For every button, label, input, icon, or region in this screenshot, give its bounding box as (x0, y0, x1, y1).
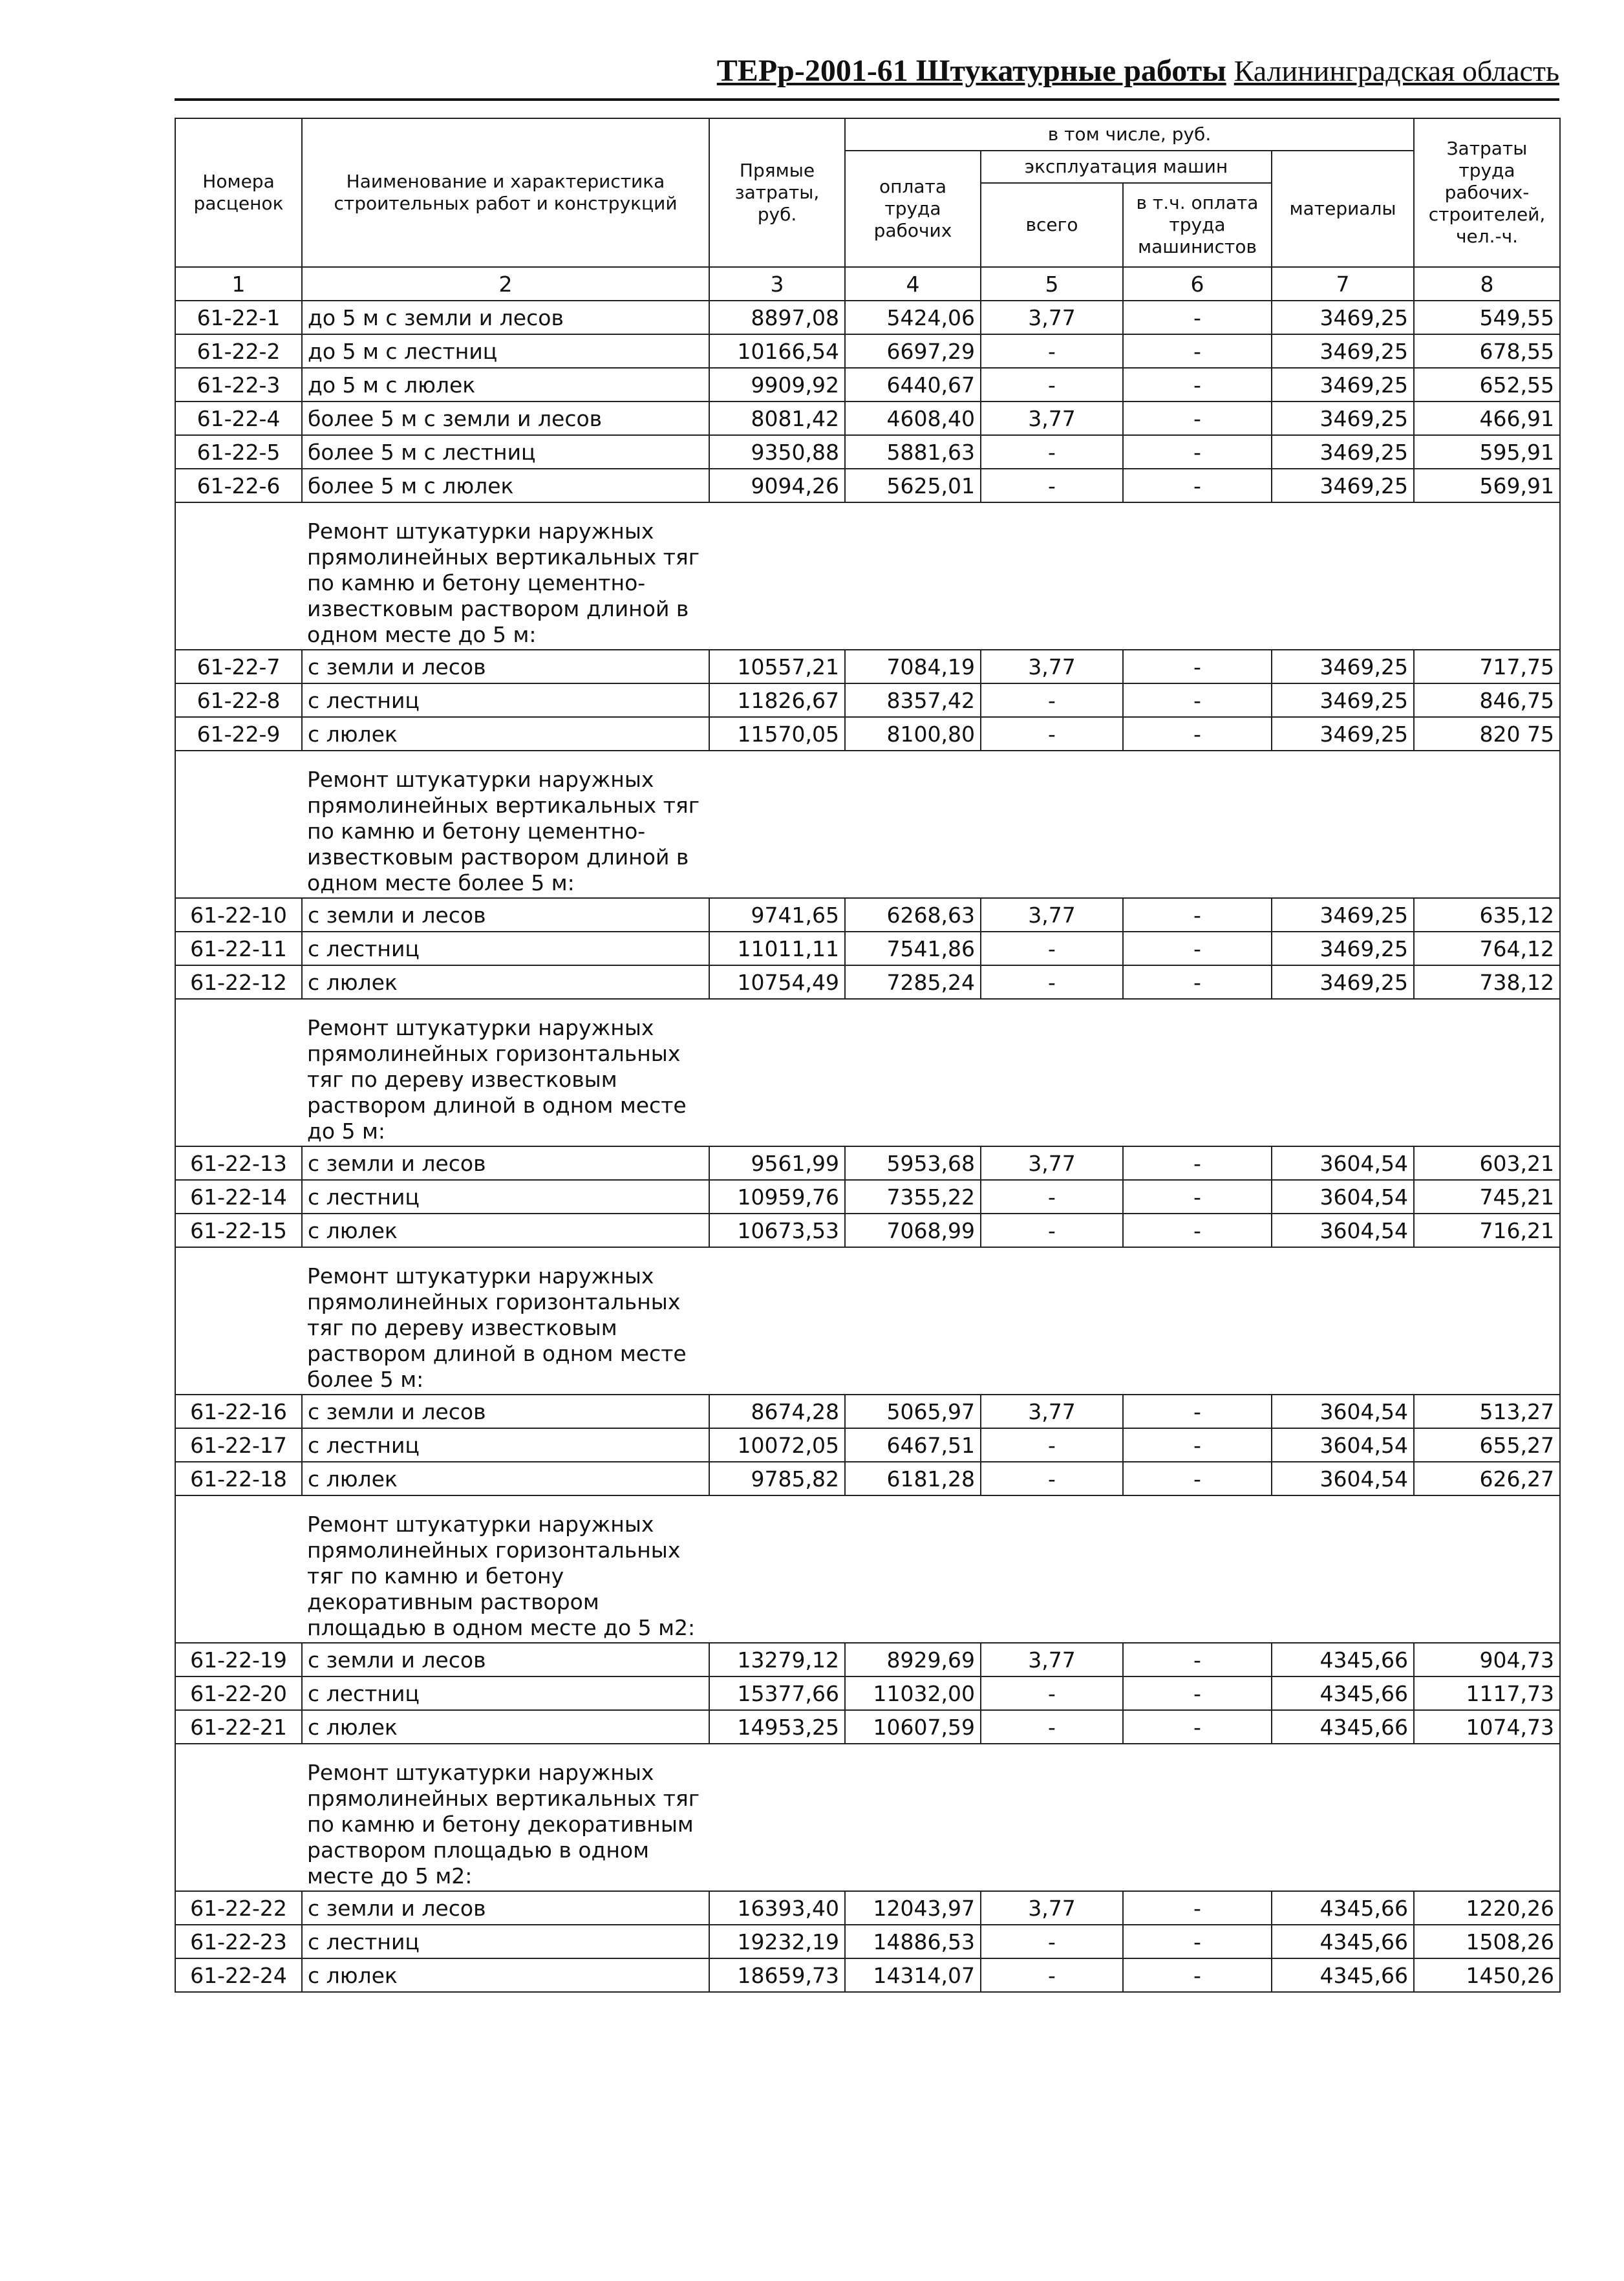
table-row (175, 1180, 1560, 1214)
work-name: с земли и лесов (302, 650, 709, 683)
materials-cost: 3604,54 (1272, 1395, 1414, 1428)
machine-cost: 3,77 (981, 402, 1123, 435)
work-name: до 5 м с земли и лесов (302, 301, 709, 334)
labor-hours: 745,21 (1414, 1180, 1560, 1214)
labor-hours: 1450,26 (1414, 1958, 1560, 1992)
labor-hours: 603,21 (1414, 1146, 1560, 1180)
work-name: с земли и лесов (302, 898, 709, 932)
direct-cost: 19232,19 (709, 1925, 845, 1958)
labor-pay: 4608,40 (845, 402, 981, 435)
machine-cost: 3,77 (981, 1643, 1123, 1676)
machinist-pay: - (1123, 1395, 1272, 1428)
work-name: с люлек (302, 717, 709, 751)
labor-hours: 1508,26 (1414, 1925, 1560, 1958)
section-heading: Ремонт штукатурки наружных прямолинейных горизонтальных тяг по дереву известковым раствором длиной в одном месте более 5 м: (302, 1247, 709, 1395)
section-spacer (709, 502, 1560, 650)
rate-code: 61-22-8 (175, 683, 302, 717)
machine-cost: 3,77 (981, 1146, 1123, 1180)
section-heading: Ремонт штукатурки наружных прямолинейных горизонтальных тяг по камню и бетону декоративным раствором площадью в одном месте до 5 м2: (302, 1495, 709, 1643)
section-spacer (709, 1495, 1560, 1643)
machinist-pay: - (1123, 1462, 1272, 1495)
labor-hours: 764,12 (1414, 932, 1560, 965)
materials-cost: 3469,25 (1272, 683, 1414, 717)
work-name: с люлек (302, 1710, 709, 1744)
direct-cost: 18659,73 (709, 1958, 845, 1992)
materials-cost: 3469,25 (1272, 650, 1414, 683)
region-name: Калининградская область (1234, 54, 1559, 87)
rate-code: 61-22-5 (175, 435, 302, 469)
column-numbers-row (175, 267, 1560, 301)
machinist-pay: - (1123, 683, 1272, 717)
machinist-pay: - (1123, 402, 1272, 435)
materials-cost: 3604,54 (1272, 1428, 1414, 1462)
labor-hours: 904,73 (1414, 1643, 1560, 1676)
labor-pay: 6467,51 (845, 1428, 981, 1462)
machine-cost: - (981, 932, 1123, 965)
column-number: 1 (175, 267, 302, 301)
table-row (175, 1925, 1560, 1958)
rate-code: 61-22-7 (175, 650, 302, 683)
section-heading: Ремонт штукатурки наружных прямолинейных горизонтальных тяг по дереву известковым раствором длиной в одном месте до 5 м: (302, 999, 709, 1146)
labor-pay: 5953,68 (845, 1146, 981, 1180)
materials-cost: 3469,25 (1272, 932, 1414, 965)
col-header-labor-pay: оплата труда рабочих (845, 151, 981, 267)
document-code-title: ТЕРр-2001-61 Штукатурные работы (716, 54, 1226, 88)
direct-cost: 9350,88 (709, 435, 845, 469)
rate-code: 61-22-10 (175, 898, 302, 932)
materials-cost: 4345,66 (1272, 1676, 1414, 1710)
labor-pay: 7068,99 (845, 1214, 981, 1247)
work-name: с земли и лесов (302, 1891, 709, 1925)
work-name: более 5 м с лестниц (302, 435, 709, 469)
section-spacer (175, 1495, 302, 1643)
machinist-pay: - (1123, 650, 1272, 683)
col-header-including: в том числе, руб. (845, 118, 1414, 151)
rate-code: 61-22-2 (175, 334, 302, 368)
labor-pay: 6181,28 (845, 1462, 981, 1495)
machinist-pay: - (1123, 1710, 1272, 1744)
labor-pay: 8357,42 (845, 683, 981, 717)
direct-cost: 8674,28 (709, 1395, 845, 1428)
table-row (175, 435, 1560, 469)
labor-pay: 14314,07 (845, 1958, 981, 1992)
col-header-machine-op: эксплуатация машин (981, 151, 1272, 183)
work-name: с люлек (302, 1214, 709, 1247)
materials-cost: 3469,25 (1272, 435, 1414, 469)
machinist-pay: - (1123, 1925, 1272, 1958)
col-header-materials: материалы (1272, 151, 1414, 267)
labor-hours: 1074,73 (1414, 1710, 1560, 1744)
labor-pay: 6268,63 (845, 898, 981, 932)
machinist-pay: - (1123, 898, 1272, 932)
section-spacer (175, 502, 302, 650)
machinist-pay: - (1123, 1676, 1272, 1710)
rate-code: 61-22-15 (175, 1214, 302, 1247)
col-header-labor-cost: Затраты труда рабочих-строителей, чел.-ч. (1414, 118, 1560, 267)
materials-cost: 4345,66 (1272, 1710, 1414, 1744)
labor-hours: 635,12 (1414, 898, 1560, 932)
labor-pay: 7285,24 (845, 965, 981, 999)
rate-code: 61-22-11 (175, 932, 302, 965)
materials-cost: 4345,66 (1272, 1643, 1414, 1676)
materials-cost: 3469,25 (1272, 301, 1414, 334)
materials-cost: 3469,25 (1272, 898, 1414, 932)
table-row (175, 469, 1560, 502)
machine-cost: - (981, 965, 1123, 999)
labor-hours: 846,75 (1414, 683, 1560, 717)
machinist-pay: - (1123, 1958, 1272, 1992)
section-heading-row (175, 502, 1560, 650)
work-name: с лестниц (302, 1180, 709, 1214)
rate-code: 61-22-14 (175, 1180, 302, 1214)
section-heading-row (175, 1495, 1560, 1643)
direct-cost: 13279,12 (709, 1643, 845, 1676)
column-number: 2 (302, 267, 709, 301)
table-row (175, 965, 1560, 999)
labor-hours: 626,27 (1414, 1462, 1560, 1495)
column-number: 8 (1414, 267, 1560, 301)
machine-cost: - (981, 368, 1123, 402)
section-spacer (175, 1247, 302, 1395)
labor-pay: 12043,97 (845, 1891, 981, 1925)
machinist-pay: - (1123, 965, 1272, 999)
rate-code: 61-22-6 (175, 469, 302, 502)
machine-cost: - (981, 1958, 1123, 1992)
work-name: с земли и лесов (302, 1395, 709, 1428)
machine-cost: - (981, 1462, 1123, 1495)
labor-hours: 513,27 (1414, 1395, 1560, 1428)
machine-cost: 3,77 (981, 650, 1123, 683)
materials-cost: 4345,66 (1272, 1958, 1414, 1992)
work-name: с люлек (302, 1462, 709, 1495)
labor-hours: 716,21 (1414, 1214, 1560, 1247)
materials-cost: 4345,66 (1272, 1891, 1414, 1925)
machinist-pay: - (1123, 932, 1272, 965)
materials-cost: 3604,54 (1272, 1146, 1414, 1180)
table-row (175, 1395, 1560, 1428)
materials-cost: 3469,25 (1272, 717, 1414, 751)
work-name: с лестниц (302, 1676, 709, 1710)
column-number: 5 (981, 267, 1123, 301)
direct-cost: 11570,05 (709, 717, 845, 751)
labor-pay: 7355,22 (845, 1180, 981, 1214)
table-row (175, 683, 1560, 717)
machinist-pay: - (1123, 368, 1272, 402)
labor-pay: 5881,63 (845, 435, 981, 469)
machine-cost: - (981, 469, 1123, 502)
rate-code: 61-22-20 (175, 1676, 302, 1710)
column-number: 6 (1123, 267, 1272, 301)
materials-cost: 3604,54 (1272, 1180, 1414, 1214)
section-heading-row (175, 751, 1560, 898)
section-heading: Ремонт штукатурки наружных прямолинейных вертикальных тяг по камню и бетону декоративным раствором площадью в одном месте до 5 м2: (302, 1744, 709, 1891)
labor-hours: 820 75 (1414, 717, 1560, 751)
work-name: с люлек (302, 1958, 709, 1992)
col-header-machine-total: всего (981, 183, 1123, 267)
section-spacer (709, 999, 1560, 1146)
machine-cost: - (981, 1710, 1123, 1744)
materials-cost: 3469,25 (1272, 402, 1414, 435)
direct-cost: 8897,08 (709, 301, 845, 334)
machine-cost: - (981, 1428, 1123, 1462)
direct-cost: 16393,40 (709, 1891, 845, 1925)
materials-cost: 3469,25 (1272, 469, 1414, 502)
direct-cost: 9094,26 (709, 469, 845, 502)
table-row (175, 650, 1560, 683)
direct-cost: 9561,99 (709, 1146, 845, 1180)
col-header-name: Наименование и характеристика строительных работ и конструкций (302, 118, 709, 267)
rate-code: 61-22-18 (175, 1462, 302, 1495)
section-spacer (175, 751, 302, 898)
direct-cost: 14953,25 (709, 1710, 845, 1744)
column-number: 4 (845, 267, 981, 301)
materials-cost: 3469,25 (1272, 965, 1414, 999)
machinist-pay: - (1123, 1214, 1272, 1247)
section-spacer (175, 999, 302, 1146)
table-row (175, 1958, 1560, 1992)
table-row (175, 368, 1560, 402)
table-row (175, 1643, 1560, 1676)
table-row (175, 1891, 1560, 1925)
work-name: до 5 м с лестниц (302, 334, 709, 368)
col-header-machine-labor: в т.ч. оплата труда машинистов (1123, 183, 1272, 267)
labor-hours: 595,91 (1414, 435, 1560, 469)
labor-pay: 8929,69 (845, 1643, 981, 1676)
machine-cost: - (981, 435, 1123, 469)
rate-code: 61-22-22 (175, 1891, 302, 1925)
machine-cost: - (981, 683, 1123, 717)
labor-pay: 11032,00 (845, 1676, 981, 1710)
section-heading-row (175, 1744, 1560, 1891)
labor-hours: 655,27 (1414, 1428, 1560, 1462)
direct-cost: 10959,76 (709, 1180, 845, 1214)
section-spacer (709, 751, 1560, 898)
table-row (175, 1214, 1560, 1247)
work-name: с лестниц (302, 932, 709, 965)
rate-code: 61-22-21 (175, 1710, 302, 1744)
machinist-pay: - (1123, 469, 1272, 502)
work-name: с лестниц (302, 683, 709, 717)
direct-cost: 9909,92 (709, 368, 845, 402)
rate-code: 61-22-12 (175, 965, 302, 999)
labor-pay: 10607,59 (845, 1710, 981, 1744)
table-row (175, 402, 1560, 435)
machine-cost: - (981, 1676, 1123, 1710)
table-header (175, 118, 1560, 301)
machine-cost: - (981, 1925, 1123, 1958)
work-name: с земли и лесов (302, 1146, 709, 1180)
rate-code: 61-22-24 (175, 1958, 302, 1992)
table-row (175, 932, 1560, 965)
work-name: с люлек (302, 965, 709, 999)
rate-code: 61-22-17 (175, 1428, 302, 1462)
rate-code: 61-22-16 (175, 1395, 302, 1428)
table-row (175, 1428, 1560, 1462)
labor-pay: 6697,29 (845, 334, 981, 368)
rate-code: 61-22-23 (175, 1925, 302, 1958)
direct-cost: 9741,65 (709, 898, 845, 932)
labor-pay: 5625,01 (845, 469, 981, 502)
machinist-pay: - (1123, 1643, 1272, 1676)
direct-cost: 15377,66 (709, 1676, 845, 1710)
materials-cost: 3469,25 (1272, 368, 1414, 402)
labor-hours: 569,91 (1414, 469, 1560, 502)
machinist-pay: - (1123, 1428, 1272, 1462)
table-row (175, 301, 1560, 334)
table-row (175, 1462, 1560, 1495)
machinist-pay: - (1123, 334, 1272, 368)
materials-cost: 3469,25 (1272, 334, 1414, 368)
work-name: более 5 м с земли и лесов (302, 402, 709, 435)
table-row (175, 334, 1560, 368)
rate-code: 61-22-3 (175, 368, 302, 402)
labor-pay: 5424,06 (845, 301, 981, 334)
labor-hours: 652,55 (1414, 368, 1560, 402)
machinist-pay: - (1123, 435, 1272, 469)
direct-cost: 10166,54 (709, 334, 845, 368)
table-row (175, 717, 1560, 751)
work-name: до 5 м с люлек (302, 368, 709, 402)
rate-code: 61-22-4 (175, 402, 302, 435)
machinist-pay: - (1123, 1146, 1272, 1180)
section-heading: Ремонт штукатурки наружных прямолинейных вертикальных тяг по камню и бетону цементно-известковым раствором длиной в одном месте более 5 м: (302, 751, 709, 898)
labor-pay: 14886,53 (845, 1925, 981, 1958)
labor-pay: 6440,67 (845, 368, 981, 402)
machine-cost: - (981, 1180, 1123, 1214)
direct-cost: 8081,42 (709, 402, 845, 435)
rates-table (175, 118, 1561, 1993)
section-spacer (709, 1247, 1560, 1395)
machine-cost: 3,77 (981, 301, 1123, 334)
table-row (175, 1710, 1560, 1744)
labor-pay: 5065,97 (845, 1395, 981, 1428)
machinist-pay: - (1123, 301, 1272, 334)
machine-cost: - (981, 717, 1123, 751)
machinist-pay: - (1123, 1891, 1272, 1925)
table-row (175, 1146, 1560, 1180)
machine-cost: - (981, 334, 1123, 368)
direct-cost: 10754,49 (709, 965, 845, 999)
section-spacer (175, 1744, 302, 1891)
rate-code: 61-22-19 (175, 1643, 302, 1676)
work-name: с земли и лесов (302, 1643, 709, 1676)
labor-hours: 549,55 (1414, 301, 1560, 334)
machinist-pay: - (1123, 1180, 1272, 1214)
direct-cost: 10673,53 (709, 1214, 845, 1247)
direct-cost: 10557,21 (709, 650, 845, 683)
materials-cost: 4345,66 (1272, 1925, 1414, 1958)
machine-cost: - (981, 1214, 1123, 1247)
rate-code: 61-22-13 (175, 1146, 302, 1180)
direct-cost: 11011,11 (709, 932, 845, 965)
labor-hours: 738,12 (1414, 965, 1560, 999)
labor-pay: 7541,86 (845, 932, 981, 965)
rate-code: 61-22-9 (175, 717, 302, 751)
materials-cost: 3604,54 (1272, 1462, 1414, 1495)
labor-hours: 1117,73 (1414, 1676, 1560, 1710)
work-name: с лестниц (302, 1925, 709, 1958)
direct-cost: 11826,67 (709, 683, 845, 717)
machine-cost: 3,77 (981, 1395, 1123, 1428)
column-number: 3 (709, 267, 845, 301)
column-number: 7 (1272, 267, 1414, 301)
table-row (175, 898, 1560, 932)
labor-hours: 466,91 (1414, 402, 1560, 435)
machine-cost: 3,77 (981, 898, 1123, 932)
direct-cost: 9785,82 (709, 1462, 845, 1495)
direct-cost: 10072,05 (709, 1428, 845, 1462)
section-heading-row (175, 1247, 1560, 1395)
section-heading: Ремонт штукатурки наружных прямолинейных вертикальных тяг по камню и бетону цементно-известковым раствором длиной в одном месте до 5 м: (302, 502, 709, 650)
labor-hours: 717,75 (1414, 650, 1560, 683)
work-name: с лестниц (302, 1428, 709, 1462)
labor-hours: 678,55 (1414, 334, 1560, 368)
section-heading-row (175, 999, 1560, 1146)
table-row (175, 1676, 1560, 1710)
col-header-direct: Прямые затраты, руб. (709, 118, 845, 267)
labor-hours: 1220,26 (1414, 1891, 1560, 1925)
materials-cost: 3604,54 (1272, 1214, 1414, 1247)
rate-code: 61-22-1 (175, 301, 302, 334)
work-name: более 5 м с люлек (302, 469, 709, 502)
machine-cost: 3,77 (981, 1891, 1123, 1925)
col-header-code: Номера расценок (175, 118, 302, 267)
table-body (175, 301, 1560, 1992)
page-header (175, 53, 1559, 101)
section-spacer (709, 1744, 1560, 1891)
labor-pay: 8100,80 (845, 717, 981, 751)
machinist-pay: - (1123, 717, 1272, 751)
labor-pay: 7084,19 (845, 650, 981, 683)
